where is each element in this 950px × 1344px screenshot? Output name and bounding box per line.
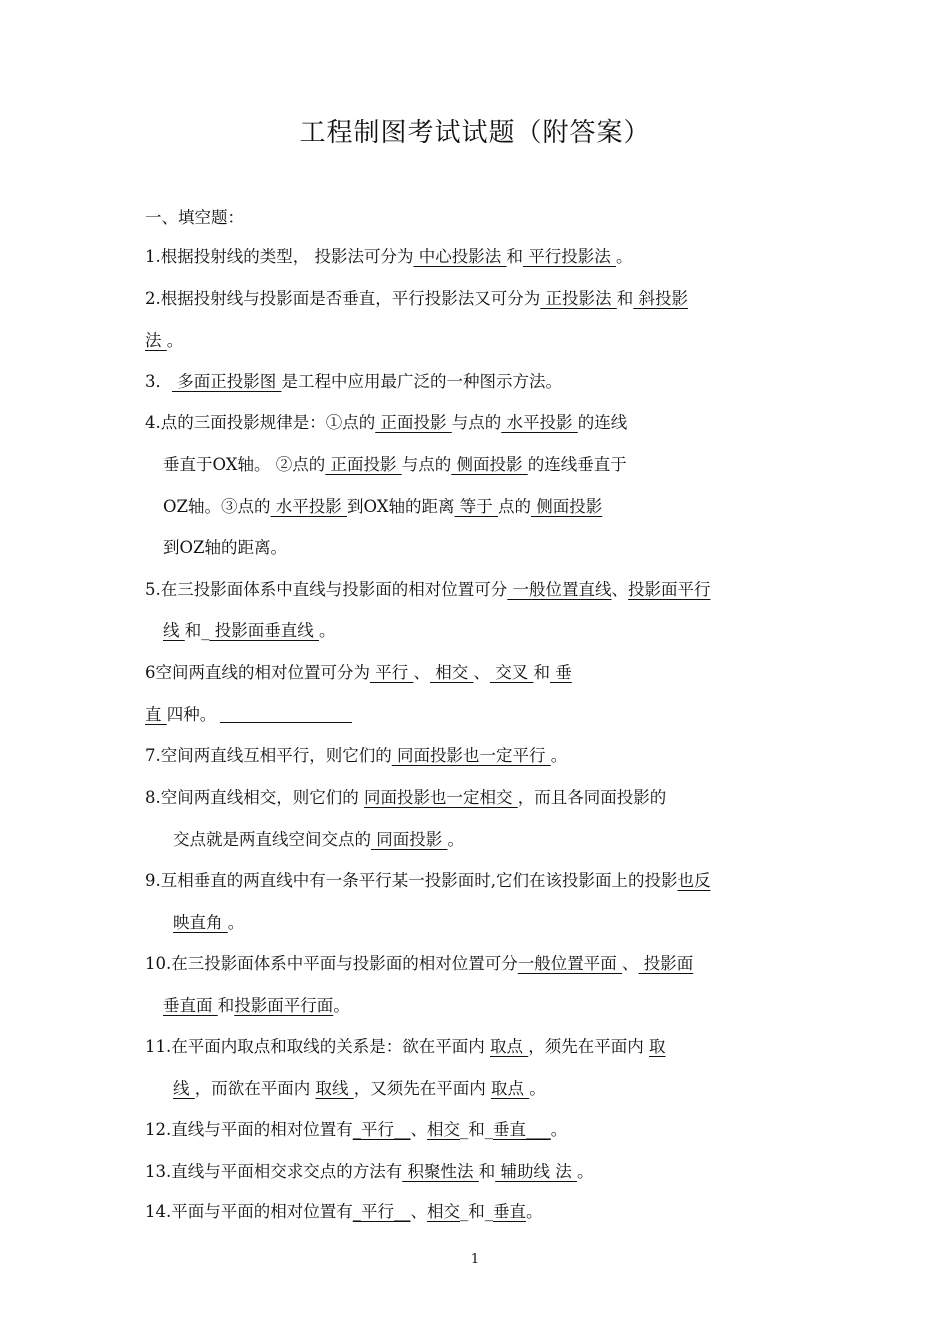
answer-5a: 一般位置直线 (507, 580, 612, 599)
answer-2b-cont: 法 (145, 331, 167, 350)
answer-6b: 相交 (430, 663, 474, 682)
answer-13b: 辅助线 法 (495, 1162, 577, 1181)
answer-6d: 垂 (550, 663, 572, 682)
answer-7: 同面投影也一定平行 (391, 746, 551, 765)
answer-6c: 交叉 (490, 663, 534, 682)
question-4: 4.点的三面投影规律是：①点的 正面投影 与点的 水平投影 的连线 (145, 413, 628, 432)
answer-9-cont: 映直角 (173, 913, 228, 932)
answer-11c: 取线 (315, 1079, 354, 1098)
question-9: 9.互相垂直的两直线中有一条平行某一投影面时,它们在该投影面上的投影也反 (145, 871, 711, 890)
answer-12c: 垂直___ (493, 1120, 551, 1139)
document-title: 工程制图考试试题（附答案） (299, 118, 651, 148)
question-13: 13.直线与平面相交求交点的方法有 积聚性法 和 辅助线 法 。 (145, 1162, 594, 1181)
answer-2b: 斜投影 (633, 289, 688, 308)
answer-12a: _平行__ (352, 1120, 411, 1139)
question-2-cont: 法 。 (145, 331, 184, 350)
answer-10c: 投影面平行面 (234, 996, 334, 1015)
answer-11a: 取点 (490, 1037, 529, 1056)
answer-1b: 平行投影法 (523, 247, 616, 266)
answer-5b: 投影面平行 (628, 580, 711, 599)
answer-6d-cont: 直 (145, 705, 167, 724)
answer-12b: 相交 (427, 1120, 460, 1139)
question-14: 14.平面与平面的相对位置有_平行__、相交_和_垂直。 (145, 1202, 543, 1221)
page-number: 1 (470, 1252, 480, 1267)
answer-4g: 侧面投影 (530, 497, 603, 516)
question-11: 11.在平面内取点和取线的关系是：欲在平面内 取点 ，须先在平面内 取 (145, 1037, 666, 1056)
question-3: 3． 多面正投影图 是工程中应用最广泛的一种图示方法。 (145, 372, 562, 391)
answer-4e: 水平投影 (270, 497, 347, 516)
question-11-cont: 线 ，而欲在平面内 取线 ，又须先在平面内 取点 。 (173, 1079, 546, 1098)
answer-11b-cont: 线 (173, 1079, 195, 1098)
question-4-line4: 到OZ轴的距离。 (163, 538, 287, 557)
answer-9: 也反 (677, 871, 711, 890)
question-7: 7.空间两直线互相平行，则它们的 同面投影也一定平行 。 (145, 746, 568, 765)
question-5-cont: 线 和_ 投影面垂直线 。 (163, 621, 336, 640)
answer-4f: 等于 (454, 497, 498, 516)
question-1: 1.根据投射线的类型， 投影法可分为 中心投影法 和 平行投影法 。 (145, 247, 633, 266)
question-4-line3: OZ轴。③点的 水平投影 到OX轴的距离 等于 点的 侧面投影 (163, 497, 603, 516)
question-8: 8.空间两直线相交，则它们的 同面投影也一定相交 ，而且各同面投影的 (145, 788, 667, 807)
answer-1a: 中心投影法 (413, 247, 507, 266)
answer-11b: 取 (649, 1037, 666, 1056)
question-9-cont: 映直角 。 (173, 913, 245, 932)
answer-14b: 相交 (427, 1202, 460, 1221)
answer-10a: 一般位置平面 (517, 954, 622, 973)
answer-14c: 垂直 (493, 1202, 526, 1221)
question-6-cont: 直 四种。 (145, 702, 352, 727)
answer-14a: _平行__ (352, 1202, 411, 1221)
question-6: 6空间两直线的相对位置可分为 平行 、 相交 、 交叉 和 垂 (145, 663, 572, 682)
answer-4a: 正面投影 (375, 413, 452, 432)
answer-8a: 同面投影也一定相交 (364, 788, 518, 807)
answer-8b: 同面投影 (371, 830, 448, 849)
answer-11d: 取点 (491, 1079, 530, 1098)
answer-6a: 平行 (370, 663, 414, 682)
question-10: 10.在三投影面体系中平面与投影面的相对位置可分一般位置平面 、 投影面 (145, 954, 694, 973)
blank-line (220, 702, 352, 723)
answer-3: 多面正投影图 (172, 372, 282, 391)
answer-13a: 积聚性法 (402, 1162, 479, 1181)
question-5: 5.在三投影面体系中直线与投影面的相对位置可分 一般位置直线、投影面平行 (145, 580, 711, 599)
question-4-line2: 垂直于OX轴。 ②点的 正面投影 与点的 侧面投影 的连线垂直于 (163, 455, 627, 474)
question-12: 12.直线与平面的相对位置有_平行__、相交_和_垂直___。 (145, 1120, 568, 1139)
answer-4b: 水平投影 (501, 413, 578, 432)
answer-10b: 投影面 (638, 954, 694, 973)
question-8-cont: 交点就是两直线空间交点的 同面投影 。 (173, 830, 464, 849)
answer-4d: 侧面投影 (451, 455, 528, 474)
question-2: 2.根据投射线与投影面是否垂直，平行投影法又可分为 正投影法 和 斜投影 (145, 289, 688, 308)
answer-5b-cont: 线 (163, 621, 185, 640)
section-heading: 一、填空题： (145, 208, 244, 227)
answer-5c: 投影面垂直线 (209, 621, 319, 640)
question-10-cont: 垂直面 和投影面平行面。 (163, 996, 350, 1015)
answer-10b-cont: 垂直面 (163, 996, 218, 1015)
answer-2a: 正投影法 (540, 289, 617, 308)
answer-4c: 正面投影 (325, 455, 402, 474)
